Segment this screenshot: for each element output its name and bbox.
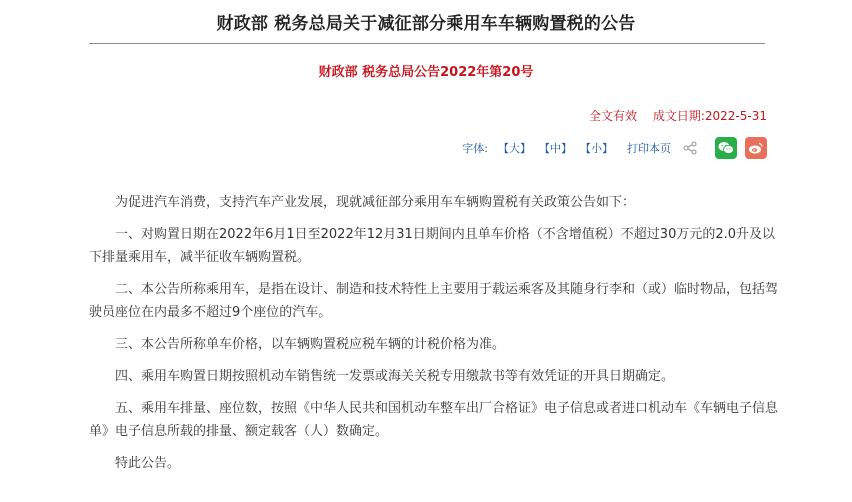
title-divider — [89, 43, 765, 44]
paragraph-intro: 为促进汽车消费，支持汽车产业发展，现就减征部分乘用车车辆购置税有关政策公告如下： — [115, 195, 636, 210]
font-size-label: 字体: — [462, 142, 488, 155]
font-size-large-link[interactable]: 【大】 — [498, 142, 531, 155]
article-body — [89, 191, 779, 484]
share-icon[interactable] — [683, 141, 697, 155]
date-label: 成文日期: — [652, 109, 705, 123]
paragraph-item-5: 五、乘用车排量、座位数，按照《中华人民共和国机动车整车出厂合格证》电子信息或者进口机动车《车辆电子信息单》电子信息所载的排量、额定载客（人）数确定。 — [89, 401, 779, 439]
wechat-share-button[interactable] — [715, 137, 737, 159]
font-size-medium-link[interactable]: 【中】 — [539, 142, 572, 155]
wechat-icon — [718, 141, 734, 155]
validity-status: 全文有效 — [589, 109, 638, 123]
date-value: 2022-5-31 — [704, 109, 767, 123]
paragraph-closing: 特此公告。 — [115, 456, 181, 471]
document-meta — [589, 107, 767, 124]
paragraph-item-2: 二、本公告所称乘用车，是指在设计、制造和技术特性上主要用于载运乘客及其随身行李和（或）临时物品，包括驾驶员座位在内最多不超过9个座位的汽车。 — [89, 282, 779, 320]
paragraph-item-1: 一、对购置日期在2022年6月1日至2022年12月31日期间内且单车价格（不含增值税）不超过30万元的2.0升及以下排量乘用车，减半征收车辆购置税。 — [89, 227, 776, 265]
page-title: 财政部 税务总局关于减征部分乘用车车辆购置税的公告 — [216, 14, 636, 34]
print-page-link[interactable]: 打印本页 — [627, 142, 671, 155]
document-number: 财政部 税务总局公告2022年第20号 — [318, 65, 534, 80]
paragraph-item-3: 三、本公告所称单车价格，以车辆购置税应税车辆的计税价格为准。 — [115, 337, 506, 352]
font-size-small-link[interactable]: 【小】 — [580, 142, 613, 155]
weibo-icon — [748, 141, 764, 155]
article-toolbar — [462, 136, 767, 160]
weibo-share-button[interactable] — [745, 137, 767, 159]
paragraph-item-4: 四、乘用车购置日期按照机动车销售统一发票或海关关税专用缴款书等有效凭证的开具日期确定。 — [115, 369, 675, 384]
